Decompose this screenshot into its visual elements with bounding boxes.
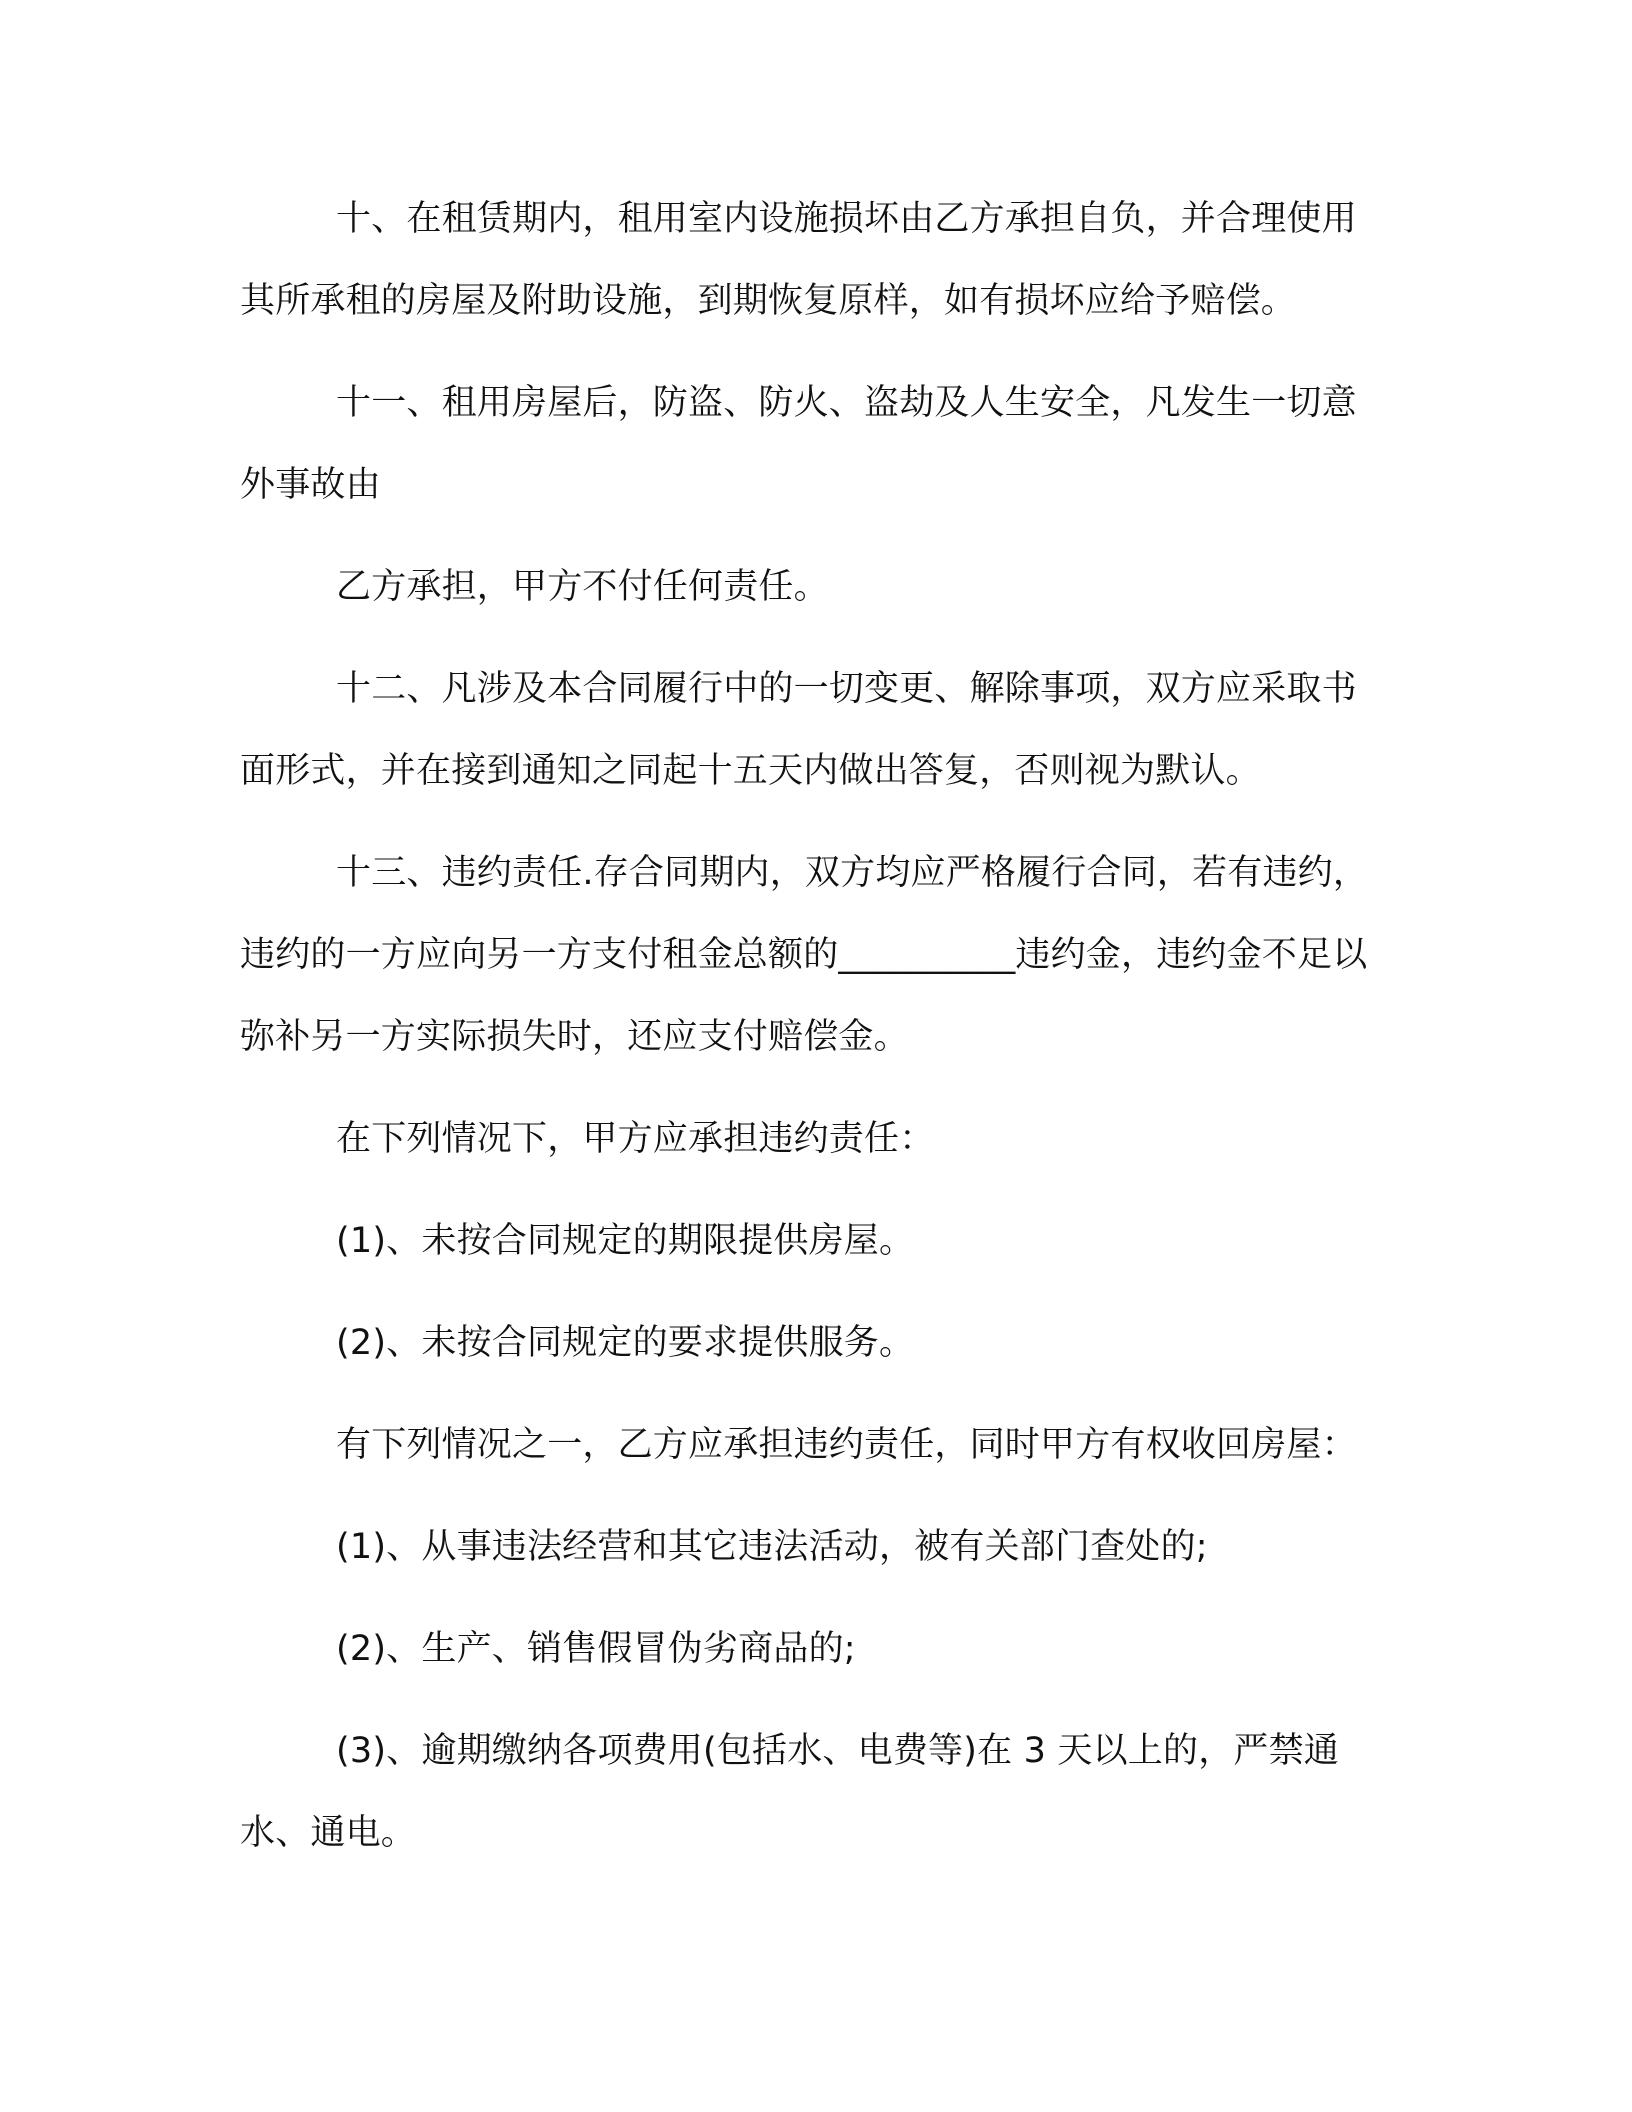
tenant-breach-item-3: (3)、逾期缴纳各项费用(包括水、电费等)在 3 天以上的，严禁通水、通电。 — [240, 1731, 1340, 1853]
clause-10: 十、在租赁期内，租用室内设施损坏由乙方承担自负，并合理使用其所承租的房屋及附助设施，到期恢复原样，如有损坏应给予赔偿。 — [240, 199, 1357, 321]
clause-11-continued: 乙方承担，甲方不付任何责任。 — [336, 567, 829, 607]
clause-12: 十二、凡涉及本合同履行中的一切变更、解除事项，双方应采取书面形式，并在接到通知之同起十五天内做出答复，否则视为默认。 — [240, 669, 1357, 791]
contract-body — [240, 178, 1380, 1894]
tenant-breach-item-2: (2)、生产、销售假冒伪劣商品的; — [336, 1629, 856, 1669]
landlord-breach-item-1: (1)、未按合同规定的期限提供房屋。 — [336, 1221, 915, 1261]
landlord-breach-heading: 在下列情况下，甲方应承担违约责任： — [336, 1119, 935, 1159]
landlord-breach-item-2: (2)、未按合同规定的要求提供服务。 — [336, 1323, 915, 1363]
tenant-breach-heading: 有下列情况之一，乙方应承担违约责任，同时甲方有权收回房屋： — [336, 1425, 1357, 1465]
tenant-breach-item-1: (1)、从事违法经营和其它违法活动，被有关部门查处的; — [336, 1527, 1208, 1567]
clause-11: 十一、租用房屋后，防盗、防火、盗劫及人生安全，凡发生一切意外事故由 — [240, 383, 1357, 505]
clause-13: 十三、违约责任.存合同期内，双方均应严格履行合同，若有违约，违约的一方应向另一方支付租金总额的__________违约金，违约金不足以弥补另一方实际损失时，还应支付赔偿金。 — [240, 853, 1369, 1057]
